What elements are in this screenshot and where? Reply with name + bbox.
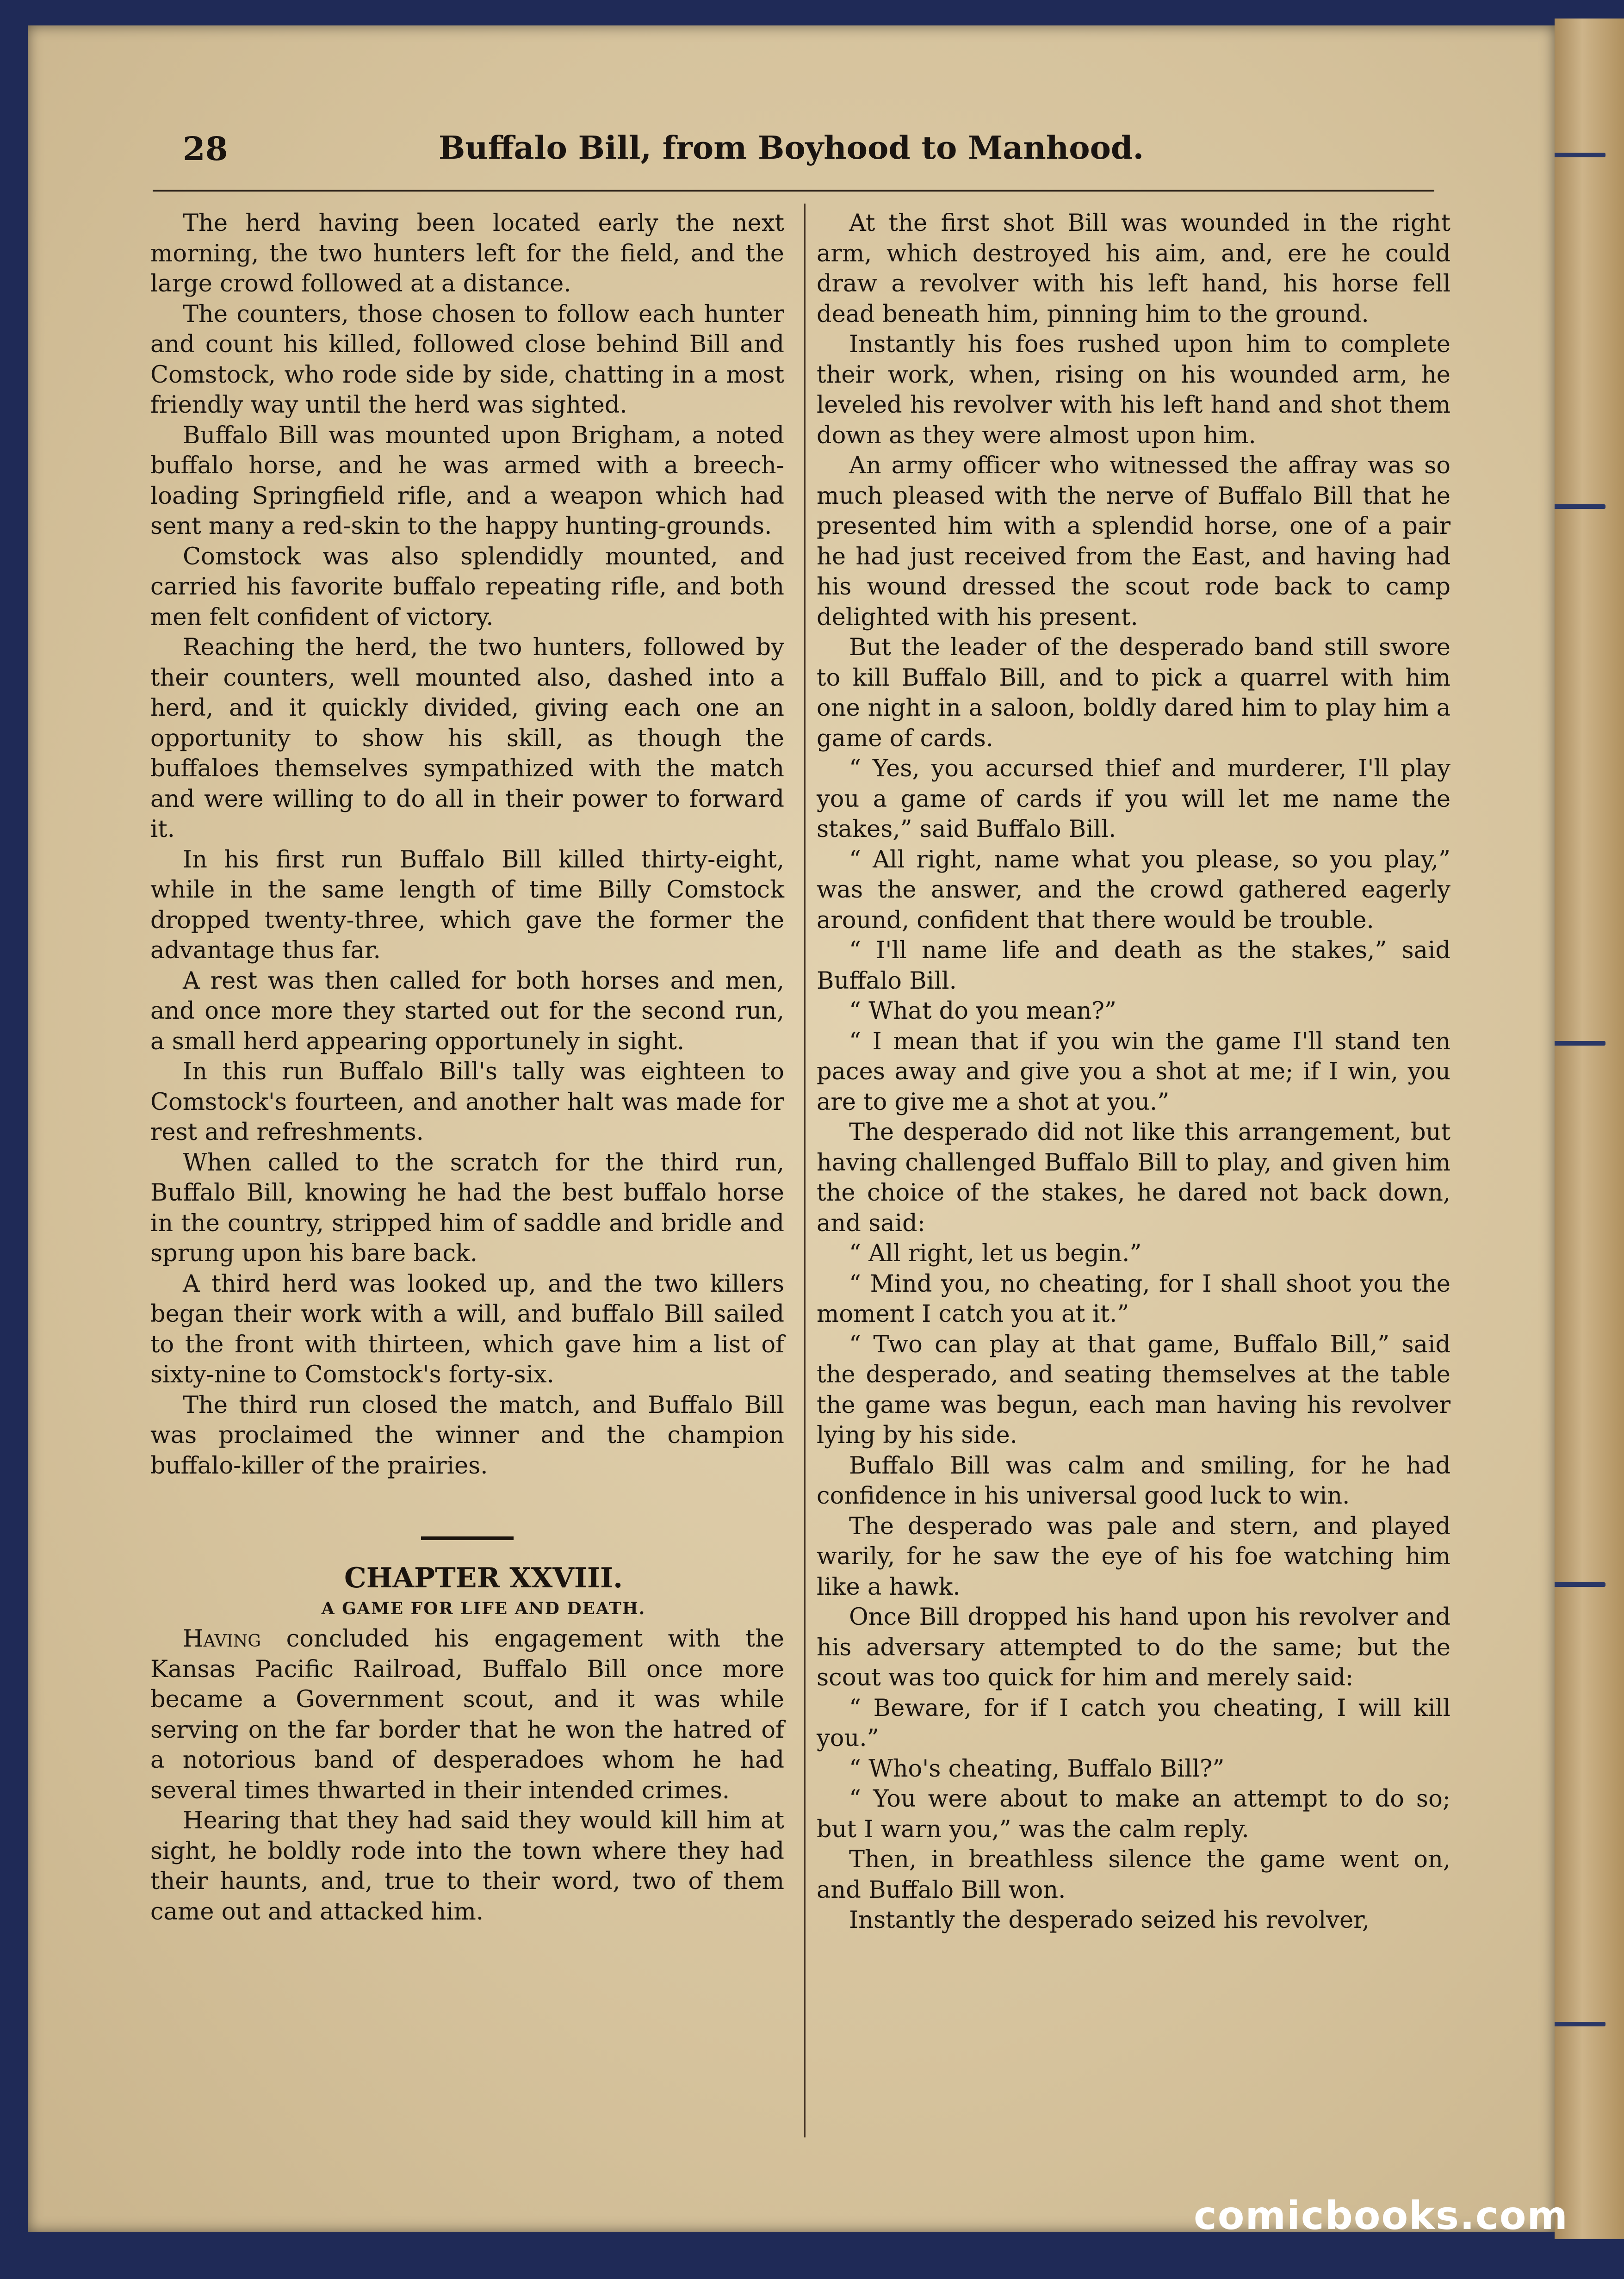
paragraph: “ What do you mean?” bbox=[849, 997, 1117, 1025]
paragraph: “ All right, name what you please, so you play,” was the answer, and the crowd gathered eagerly around, confident that there would be trouble. bbox=[817, 846, 1450, 934]
chapter-rule bbox=[421, 1536, 514, 1540]
paragraph: “ Mind you, no cheating, for I shall shoot you the moment I catch you at it.” bbox=[817, 1270, 1450, 1328]
chapter-first-rest: concluded his engagement with the Kansas Pacific Railroad, Buffalo Bill once more became a Government scout, and it was while serving on the far border that he won the hatred of a notorious band of desperadoes whom he had several times thwarted in their intended crimes. bbox=[150, 1625, 784, 1804]
page-header bbox=[148, 130, 1434, 176]
staple bbox=[1550, 504, 1605, 509]
paragraph: “ Who's cheating, Buffalo Bill?” bbox=[849, 1755, 1225, 1783]
binding-spine bbox=[1555, 19, 1624, 2239]
paragraph: The third run closed the match, and Buffalo Bill was proclaimed the winner and the champion buffalo-killer of the prairies. bbox=[150, 1391, 784, 1480]
paragraph: “ Beware, for if I catch you cheating, I will kill you.” bbox=[817, 1694, 1450, 1752]
header-rule bbox=[153, 190, 1434, 192]
paragraph: “ Two can play at that game, Buffalo Bill,” said the desperado, and seating themselves at the table the game was begun, each man having his revolver lying by his side. bbox=[817, 1331, 1450, 1449]
paragraph: In this run Buffalo Bill's tally was eighteen to Comstock's fourteen, and another halt was made for rest and refreshments. bbox=[150, 1058, 784, 1146]
paragraph: Reaching the herd, the two hunters, followed by their counters, well mounted also, dashed into a herd, and it quickly divided, giving each one an opportunity to show his skill, as though the buffaloes themselves sympathized with the match and were willing to do all in their power to forward it. bbox=[150, 634, 784, 843]
paragraph: The herd having been located early the next morning, the two hunters left for the field, and the large crowd followed at a distance. bbox=[150, 210, 784, 297]
paragraph: Instantly the desperado seized his revolver, bbox=[849, 1907, 1370, 1934]
staple bbox=[1550, 1041, 1605, 1046]
paragraph: When called to the scratch for the third run, Buffalo Bill, knowing he had the best buffalo horse in the country, stripped him of saddle and bridle and sprung upon his bare back. bbox=[150, 1149, 784, 1267]
paragraph: The desperado did not like this arrangement, but having challenged Buffalo Bill to play, and given him the choice of the stakes, he dared not back down, and said: bbox=[817, 1119, 1450, 1237]
paragraph: The desperado was pale and stern, and played warily, for he saw the eye of his foe watching him like a hawk. bbox=[817, 1512, 1450, 1601]
right-column bbox=[817, 208, 1450, 1936]
paragraph: Buffalo Bill was mounted upon Brigham, a noted buffalo horse, and he was armed with a breech-loading Springfield rifle, and a weapon which had sent many a red-skin to the happy hunting-grounds. bbox=[150, 421, 784, 540]
paragraph: In his first run Buffalo Bill killed thirty-eight, while in the same length of time Billy Comstock dropped twenty-three, which gave the former the advantage thus far. bbox=[150, 846, 784, 964]
paragraph: “ You were about to make an attempt to do so; but I warn you,” was the calm reply. bbox=[817, 1785, 1450, 1843]
chapter-first-word: Having bbox=[183, 1625, 261, 1653]
paragraph: “ All right, let us begin.” bbox=[849, 1240, 1142, 1267]
staple bbox=[1550, 1582, 1605, 1587]
paragraph: Instantly his foes rushed upon him to complete their work, when, rising on his wounded arm, he leveled his revolver with his left hand and shot them down as they were almost upon him. bbox=[817, 331, 1450, 449]
paragraph: But the leader of the desperado band still swore to kill Buffalo Bill, and to pick a quarrel with him one night in a saloon, boldly dared him to play him a game of cards. bbox=[817, 634, 1450, 752]
column-divider bbox=[804, 204, 806, 2137]
page-number: 28 bbox=[183, 130, 228, 168]
paragraph: “ I'll name life and death as the stakes,” said Buffalo Bill. bbox=[817, 937, 1450, 995]
left-paragraphs-before bbox=[150, 208, 784, 1481]
watermark-logo: comicbooks.com bbox=[1194, 2193, 1568, 2238]
staple bbox=[1550, 2022, 1605, 2026]
right-paragraphs bbox=[817, 208, 1450, 1936]
paragraph: “ Yes, you accursed thief and murderer, I'll play you a game of cards if you will let me name the stakes,” said Buffalo Bill. bbox=[817, 755, 1450, 843]
paragraph: A third herd was looked up, and the two killers began their work with a will, and buffalo Bill sailed to the front with thirteen, which gave him a list of sixty-nine to Comstock's forty-six. bbox=[150, 1270, 784, 1388]
paragraph: Comstock was also splendidly mounted, and carried his favorite buffalo repeating rifle, and both men felt confident of victory. bbox=[150, 543, 784, 631]
left-paragraphs-after bbox=[150, 1806, 784, 1927]
paragraph: Buffalo Bill was calm and smiling, for he had confidence in his universal good luck to win. bbox=[817, 1452, 1450, 1510]
paragraph: Then, in breathless silence the game went on, and Buffalo Bill won. bbox=[817, 1846, 1450, 1904]
paragraph: “ I mean that if you win the game I'll stand ten paces away and give you a shot at me; if I win, you are to give me a shot at you.” bbox=[817, 1028, 1450, 1116]
chapter-opening-paragraph bbox=[150, 1624, 784, 1806]
paragraph: The counters, those chosen to follow each hunter and count his killed, followed close behind Bill and Comstock, who rode side by side, chatting in a most friendly way until the herd was sighted. bbox=[150, 300, 784, 419]
running-title: Buffalo Bill, from Boyhood to Manhood. bbox=[438, 130, 1144, 167]
paragraph: Once Bill dropped his hand upon his revolver and his adversary attempted to do the same; but the scout was too quick for him and merely said: bbox=[817, 1604, 1450, 1691]
paragraph: Hearing that they had said they would kill him at sight, he boldly rode into the town where they had their haunts, and, true to their word, two of them came out and attacked him. bbox=[150, 1807, 784, 1926]
left-column bbox=[150, 208, 784, 1927]
paragraph: An army officer who witnessed the affray was so much pleased with the nerve of Buffalo Bill that he presented him with a splendid horse, one of a pair he had just received from the East, and having had his wound dressed the scout rode back to camp delighted with his present. bbox=[817, 452, 1450, 631]
paragraph: At the first shot Bill was wounded in the right arm, which destroyed his aim, and, ere he could draw a revolver with his left hand, his horse fell dead beneath him, pinning him to the ground. bbox=[817, 210, 1450, 328]
chapter-subtitle: A GAME FOR LIFE AND DEATH. bbox=[321, 1598, 646, 1618]
staple bbox=[1550, 153, 1605, 157]
chapter-title: CHAPTER XXVIII. bbox=[344, 1562, 623, 1594]
paragraph: A rest was then called for both horses and men, and once more they started out for the second run, a small herd appearing opportunely in sight. bbox=[150, 967, 784, 1055]
